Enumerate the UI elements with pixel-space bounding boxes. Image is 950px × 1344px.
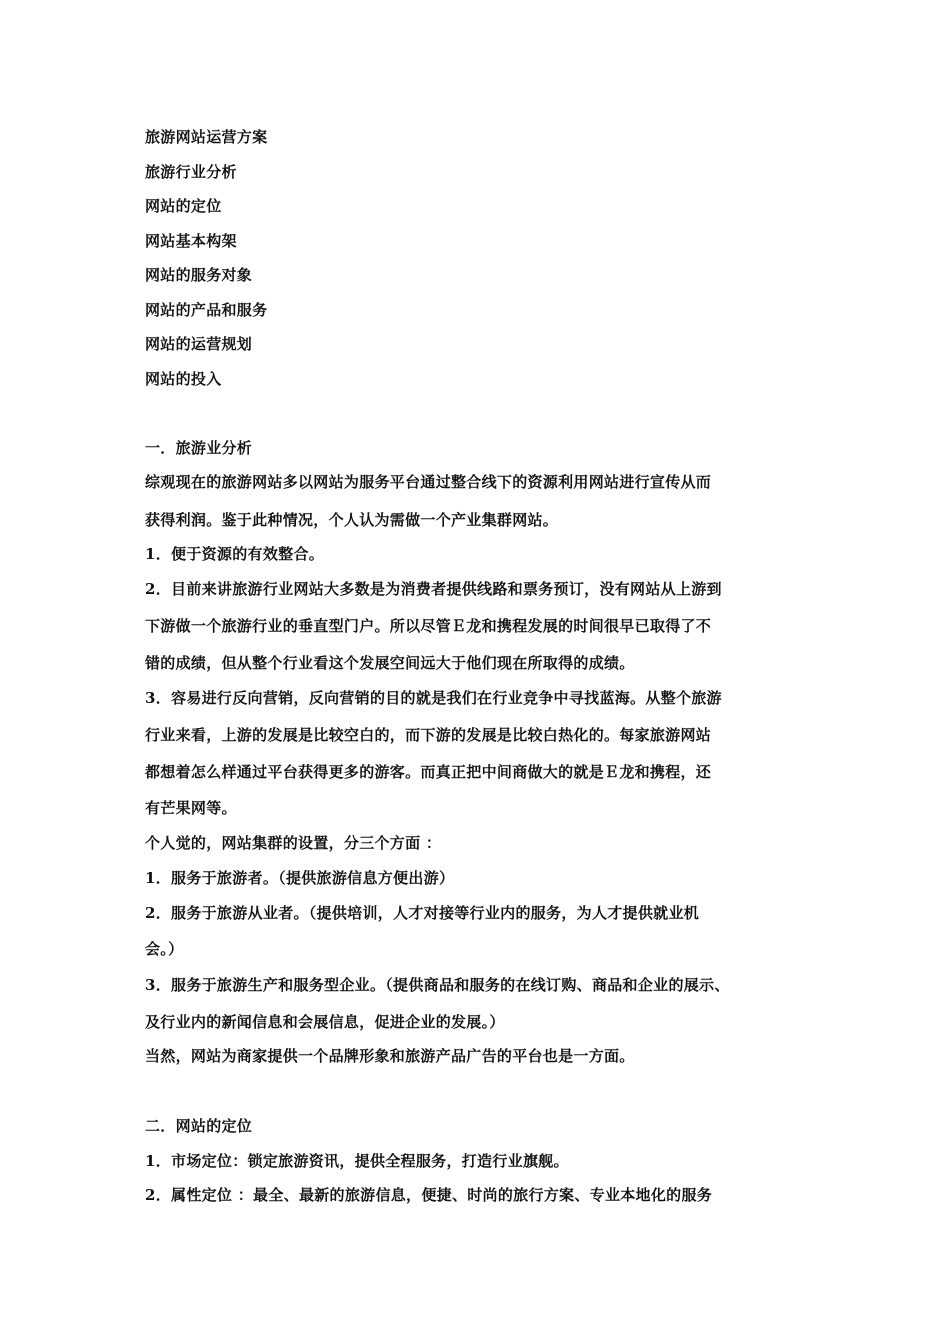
paragraph-line: 3．服务于旅游生产和服务型企业。（提供商品和服务的在线订购、商品和企业的展示、 bbox=[145, 976, 730, 994]
paragraph-line: 个人觉的，网站集群的设置，分三个方面 ： bbox=[145, 834, 442, 852]
paragraph-line: 下游做一个旅游行业的垂直型门户。所以尽管Ｅ龙和携程发展的时间很早已取得了不 bbox=[145, 617, 712, 635]
paragraph-line: 错的成绩，但从整个行业看这个发展空间远大于他们现在所取得的成绩。 bbox=[145, 654, 635, 672]
paragraph-line: 会。） bbox=[145, 940, 184, 958]
toc-item: 网站基本构架 bbox=[145, 232, 237, 250]
toc-item: 网站的投入 bbox=[145, 370, 222, 388]
paragraph-line: 综观现在的旅游网站多以网站为服务平台通过整合线下的资源利用网站进行宣传从而 bbox=[145, 473, 712, 491]
toc-title: 旅游网站运营方案 bbox=[145, 128, 268, 146]
paragraph-line: 都想着怎么样通过平台获得更多的游客。而真正把中间商做大的就是Ｅ龙和携程，还 bbox=[145, 763, 712, 781]
paragraph-line: 1．便于资源的有效整合。 bbox=[145, 545, 325, 563]
paragraph-line: 行业来看，上游的发展是比较空白的，而下游的发展是比较白热化的。每家旅游网站 bbox=[145, 726, 712, 744]
toc-item: 网站的产品和服务 bbox=[145, 301, 268, 319]
paragraph-line: 有芒果网等。 bbox=[145, 799, 237, 817]
toc-item: 网站的运营规划 bbox=[145, 335, 253, 353]
section-heading: 一．旅游业分析 bbox=[145, 439, 253, 457]
toc-item: 网站的服务对象 bbox=[145, 266, 253, 284]
paragraph-line: 3．容易进行反向营销，反向营销的目的就是我们在行业竞争中寻找蓝海。从整个旅游 bbox=[145, 689, 722, 707]
paragraph-line: 及行业内的新闻信息和会展信息，促进企业的发展。） bbox=[145, 1013, 505, 1031]
toc-item: 网站的定位 bbox=[145, 197, 222, 215]
paragraph-line: 当然，网站为商家提供一个品牌形象和旅游产品广告的平台也是一方面。 bbox=[145, 1047, 635, 1065]
paragraph-line: 1．服务于旅游者。（提供旅游信息方便出游） bbox=[145, 869, 455, 887]
paragraph-line: 2．目前来讲旅游行业网站大多数是为消费者提供线路和票务预订，没有网站从上游到 bbox=[145, 580, 722, 598]
section-heading: 二．网站的定位 bbox=[145, 1117, 253, 1135]
paragraph-line: 1．市场定位：锁定旅游资讯，提供全程服务，打造行业旗舰。 bbox=[145, 1152, 569, 1170]
paragraph-line: 获得利润。鉴于此种情况，个人认为需做一个产业集群网站。 bbox=[145, 511, 559, 529]
toc-item: 旅游行业分析 bbox=[145, 163, 237, 181]
paragraph-line: 2．服务于旅游从业者。（提供培训，人才对接等行业内的服务，为人才提供就业机 bbox=[145, 904, 700, 922]
paragraph-line: 2．属性定位 ：最全、最新的旅游信息，便捷、时尚的旅行方案、专业本地化的服务 bbox=[145, 1186, 713, 1204]
